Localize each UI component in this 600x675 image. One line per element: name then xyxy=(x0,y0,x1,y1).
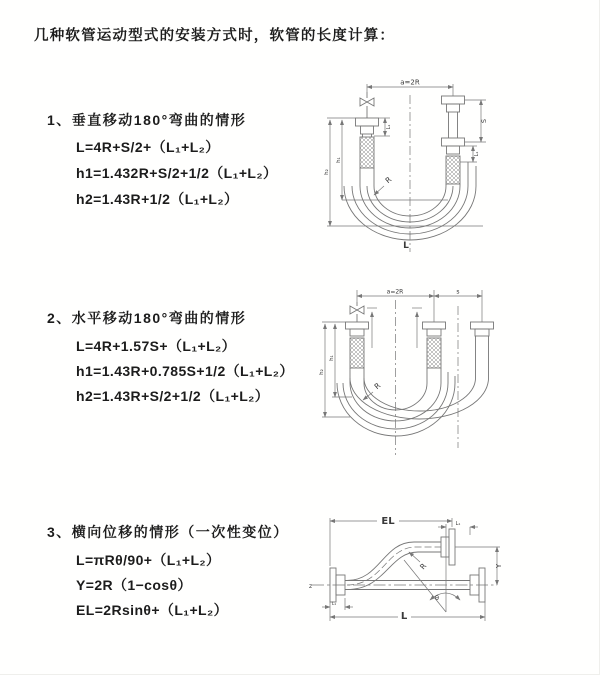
upper-right-flange-fitting xyxy=(441,529,455,565)
dim-label-l1-bottom: L₁ xyxy=(331,602,337,607)
dim-label-h2: h₂ xyxy=(319,369,325,375)
valve-icon xyxy=(350,302,364,322)
dim-a2r xyxy=(357,290,482,322)
r-leader-arrow xyxy=(363,392,373,400)
dim-label-y: Y xyxy=(495,563,503,569)
middle-flange-fitting xyxy=(423,322,446,336)
small-reference-dims xyxy=(367,308,422,348)
dim-label-l1-left: L₁ xyxy=(386,124,392,130)
dim-l1-bottom xyxy=(322,598,353,610)
section1-heading: 1、垂直移动180°弯曲的情形 xyxy=(47,112,247,128)
dim-label-h1: h₁ xyxy=(336,157,342,163)
dim-l1-top xyxy=(438,527,478,535)
hose-u-original xyxy=(337,368,455,436)
dim-label-h2: h₂ xyxy=(324,169,330,175)
dim-label-a2r: a=2R xyxy=(386,288,404,296)
dim-label-theta: θ xyxy=(435,594,439,602)
dim-label-r: R xyxy=(372,380,383,392)
hose-u-moved xyxy=(350,352,489,419)
section3-heading: 3、横向位移的情形（一次性变位） xyxy=(47,524,289,540)
diagram-vertical-180-bend xyxy=(315,72,565,262)
r-leader-arrow xyxy=(374,186,384,195)
left-braid-section xyxy=(360,137,374,168)
valve-icon xyxy=(360,92,374,118)
left-braid-section xyxy=(350,338,364,368)
dim-label-l1-right: L₁ xyxy=(474,151,480,157)
section1-formula-h1: h1=1.432R+S/2+1/2（L₁+L₂） xyxy=(76,165,278,181)
section2-heading: 2、水平移动180°弯曲的情形 xyxy=(47,310,247,326)
section3-formula-el: EL=2Rsinθ+（L₁+L₂） xyxy=(76,602,229,618)
section2-formula-h2: h2=1.43R+S/2+1/2（L₁+L₂） xyxy=(76,388,270,404)
dim-label-s: s xyxy=(456,288,460,296)
dim-label-l: L xyxy=(400,611,408,622)
dim-label-el: EL xyxy=(381,516,395,527)
middle-braid-section xyxy=(427,338,441,368)
section2-formula-h1: h1=1.43R+0.785S+1/2（L₁+L₂） xyxy=(76,363,294,379)
right-flange-upper-position xyxy=(442,96,465,138)
theta-construction xyxy=(404,524,460,612)
r-leader-arrow xyxy=(409,552,420,562)
section1-formula-h2: h2=1.43R+1/2（L₁+L₂） xyxy=(76,191,239,207)
section3-formula-l: L=πRθ/90+（L₁+L₂） xyxy=(76,552,221,568)
dim-h2 xyxy=(322,324,350,417)
dim-label-r: R xyxy=(383,174,394,186)
diagram-lateral-displacement xyxy=(305,506,505,654)
dim-label-l1-top: L₁ xyxy=(455,521,461,527)
left-flange-fitting xyxy=(356,118,379,137)
dim-label-l: L xyxy=(403,241,409,251)
dim-y xyxy=(455,547,500,585)
section2-formula-l: L=4R+1.57S+（L₁+L₂） xyxy=(76,338,237,354)
section1-formula-l: L=4R+S/2+（L₁+L₂） xyxy=(76,139,220,155)
centerline-break-mark: z xyxy=(309,583,313,590)
diagram-horizontal-180-bend xyxy=(315,283,565,468)
right-leg-pipe xyxy=(476,336,489,352)
left-flange-fitting xyxy=(346,322,369,336)
dim-label-r: R xyxy=(417,561,429,572)
dim-label-a2r: a=2R xyxy=(400,78,420,87)
dim-label-h1: h₁ xyxy=(329,355,335,361)
right-braid-section xyxy=(446,156,460,184)
hose-displaced-position xyxy=(347,542,441,590)
right-flange-lower-position xyxy=(442,138,465,154)
dim-label-s: S xyxy=(480,118,488,124)
section3-formula-y: Y=2R（1−cosθ） xyxy=(76,577,192,593)
right-flange-fitting-moved xyxy=(471,322,494,336)
page-title: 几种软管运动型式的安装方式时，软管的长度计算： xyxy=(34,28,396,44)
